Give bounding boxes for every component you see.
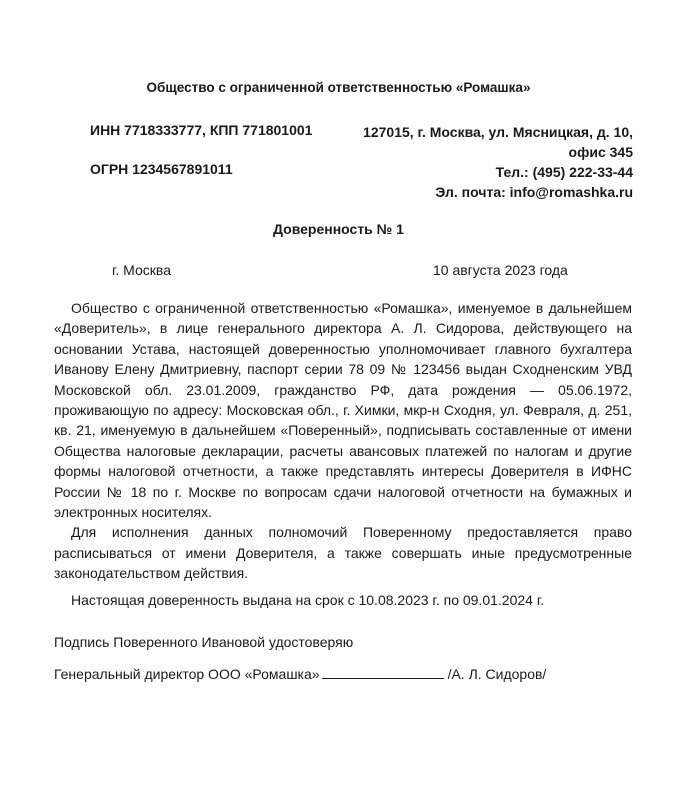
signature-certify-line: Подпись Поверенного Ивановой удостоверяю [54,634,354,650]
organization-name: Общество с ограниченной ответственностью «Ромашка» [146,80,531,95]
ogrn: ОГРН 1234567891011 [90,161,233,177]
inn-kpp: ИНН 7718333777, КПП 771801001 [90,122,313,138]
director-name: /А. Л. Сидоров/ [447,666,547,682]
address-line-1: 127015, г. Москва, ул. Мясницкая, д. 10, [363,124,633,140]
phone: Тел.: (495) 222-33-44 [495,164,633,180]
address-line-2: офис 345 [568,144,633,160]
director-signature-line [54,664,546,682]
contact-details [363,122,633,202]
document-date: 10 августа 2023 года [433,262,568,278]
document-title: Доверенность № 1 [273,221,404,237]
body-paragraph-2: Для исполнения данных полномочий Поверенному предоставляется право расписываться от имени Доверителя, а также совершать иные предусмотренные законодательством действия. [54,524,632,582]
validity-paragraph: Настоящая доверенность выдана на срок с 10.08.2023 г. по 09.01.2024 г. [71,591,545,608]
email: Эл. почта: info@romashka.ru [435,184,633,200]
body-paragraph-1: Общество с ограниченной ответственностью «Ромашка», именуемое в дальнейшем «Доверитель», в лице генерального директора А. Л. Сидорова, действующего на основании Устава, настоящей доверенностью уполномочивает главного бухгалтера Иванову Елену Дмитриевну, паспорт серии 78 09 № 123456 выдан Сходненским УВД Московской обл. 23.01.2009, гражданство РФ, дата рождения — 05.06.1972, проживающую по адресу: Московская обл., г. Химки, мкр-н Сходня, ул. Февраля, д. 251, кв. 21, именуемую в дальнейшем «Поверенный», подписывать составленные от имени Общества налоговые декларации, расчеты авансовых платежей по налогам и другие формы налоговой отчетности, а также представлять интересы Доверителя в ИФНС России № 18 по г. Москве по вопросам сдачи налоговой отчетности на бумажных и электронных носителях. [54,300,632,521]
document-city: г. Москва [112,262,171,278]
signature-blank [322,664,444,679]
document-body [54,298,632,610]
director-label: Генеральный директор ООО «Ромашка» [54,666,320,682]
